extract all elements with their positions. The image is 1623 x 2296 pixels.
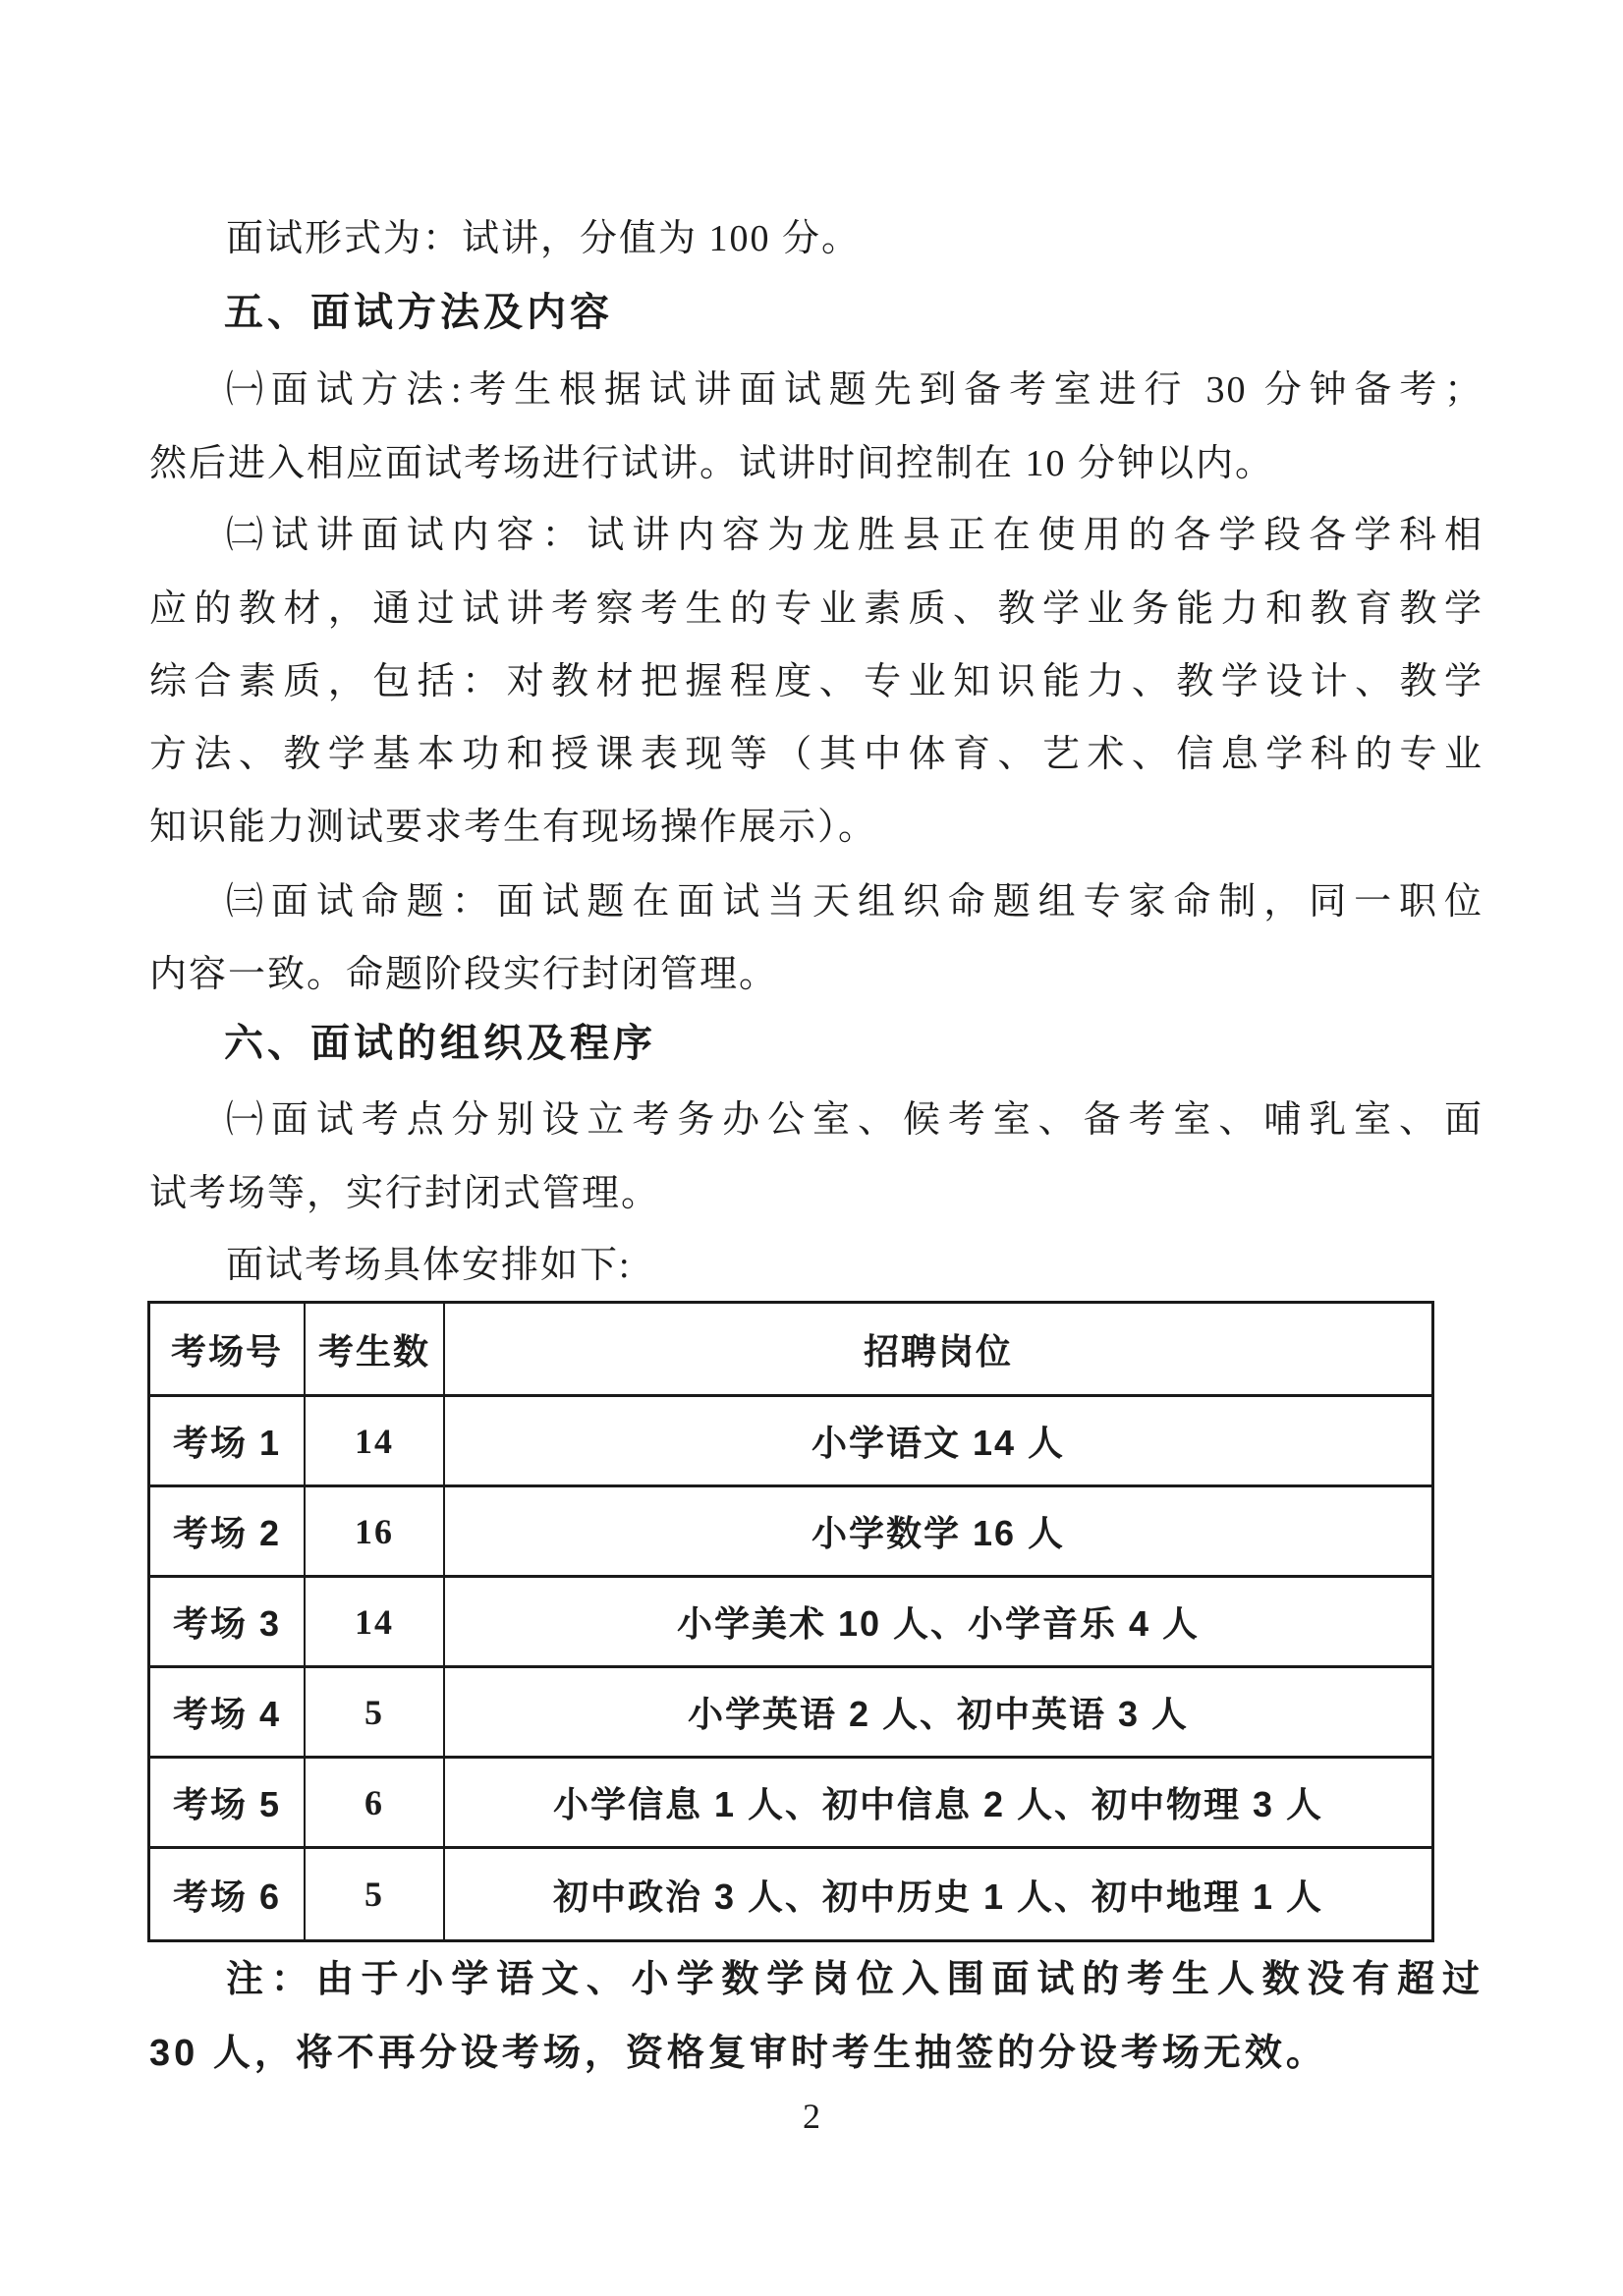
s5-proposition-line2: 内容一致。命题阶段实行封闭管理。 (149, 954, 779, 995)
s5-content-line3: 综合素质，包括：对教材把握程度、专业知识能力、教学设计、教学 (149, 661, 1483, 702)
row6-room: 考场 6 (150, 1849, 306, 1939)
row3-room: 考场 3 (150, 1578, 306, 1668)
row1-count: 14 (306, 1397, 445, 1487)
row2-positions: 小学数学 16 人 (445, 1487, 1431, 1578)
note-line2: 30 人，将不再分设考场，资格复审时考生抽签的分设考场无效。 (149, 2033, 1327, 2074)
section5-heading: 五、面试方法及内容 (224, 291, 613, 334)
section6-heading: 六、面试的组织及程序 (224, 1022, 656, 1065)
row5-room: 考场 5 (150, 1759, 306, 1849)
s5-method-line2: 然后进入相应面试考场进行试讲。试讲时间控制在 10 分钟以内。 (149, 443, 1275, 484)
s5-proposition-line1: ㈢面试命题：面试题在面试当天组织命题组专家命制，同一职位 (226, 881, 1483, 923)
s5-content-line4: 方法、教学基本功和授课表现等（其中体育、艺术、信息学科的专业 (149, 734, 1483, 775)
row2-count: 16 (306, 1487, 445, 1578)
s5-content-line1: ㈡试讲面试内容：试讲内容为龙胜县正在使用的各学段各学科相 (226, 515, 1483, 556)
s6-org-line2: 试考场等，实行封闭式管理。 (149, 1173, 661, 1214)
row4-count: 5 (306, 1668, 445, 1759)
row1-positions: 小学语文 14 人 (445, 1397, 1431, 1487)
row4-room: 考场 4 (150, 1668, 306, 1759)
table-header-candidate-count: 考生数 (306, 1304, 445, 1397)
note-line1: 注：由于小学语文、小学数学岗位入围面试的考生人数没有超过 (226, 1959, 1483, 2000)
row5-positions: 小学信息 1 人、初中信息 2 人、初中物理 3 人 (445, 1759, 1431, 1849)
row4-positions: 小学英语 2 人、初中英语 3 人 (445, 1668, 1431, 1759)
row6-count: 5 (306, 1849, 445, 1939)
s5-method-line1: ㈠面试方法:考生根据试讲面试题先到备考室进行 30 分钟备考； (226, 369, 1483, 411)
row1-room: 考场 1 (150, 1397, 306, 1487)
row6-positions: 初中政治 3 人、初中历史 1 人、初中地理 1 人 (552, 1876, 1324, 1917)
table-header-positions: 招聘岗位 (445, 1304, 1431, 1397)
s5-content-line5: 知识能力测试要求考生有现场操作展示）。 (149, 807, 878, 848)
s6-org-line1: ㈠面试考点分别设立考务办公室、候考室、备考室、哺乳室、面 (226, 1099, 1483, 1141)
exam-room-table (147, 1301, 1434, 1942)
row2-room: 考场 2 (150, 1487, 306, 1578)
s5-content-line2: 应的教材，通过试讲考察考生的专业素质、教学业务能力和教育教学 (149, 588, 1483, 630)
page-number: 2 (803, 2097, 820, 2136)
row3-count: 14 (306, 1578, 445, 1668)
table-header-room-number: 考场号 (150, 1304, 306, 1397)
row3-positions: 小学美术 10 人、小学音乐 4 人 (445, 1578, 1431, 1668)
row5-count: 6 (306, 1759, 445, 1849)
intro-line: 面试形式为：试讲，分值为 100 分。 (226, 218, 862, 259)
table-intro-line: 面试考场具体安排如下: (226, 1245, 632, 1286)
